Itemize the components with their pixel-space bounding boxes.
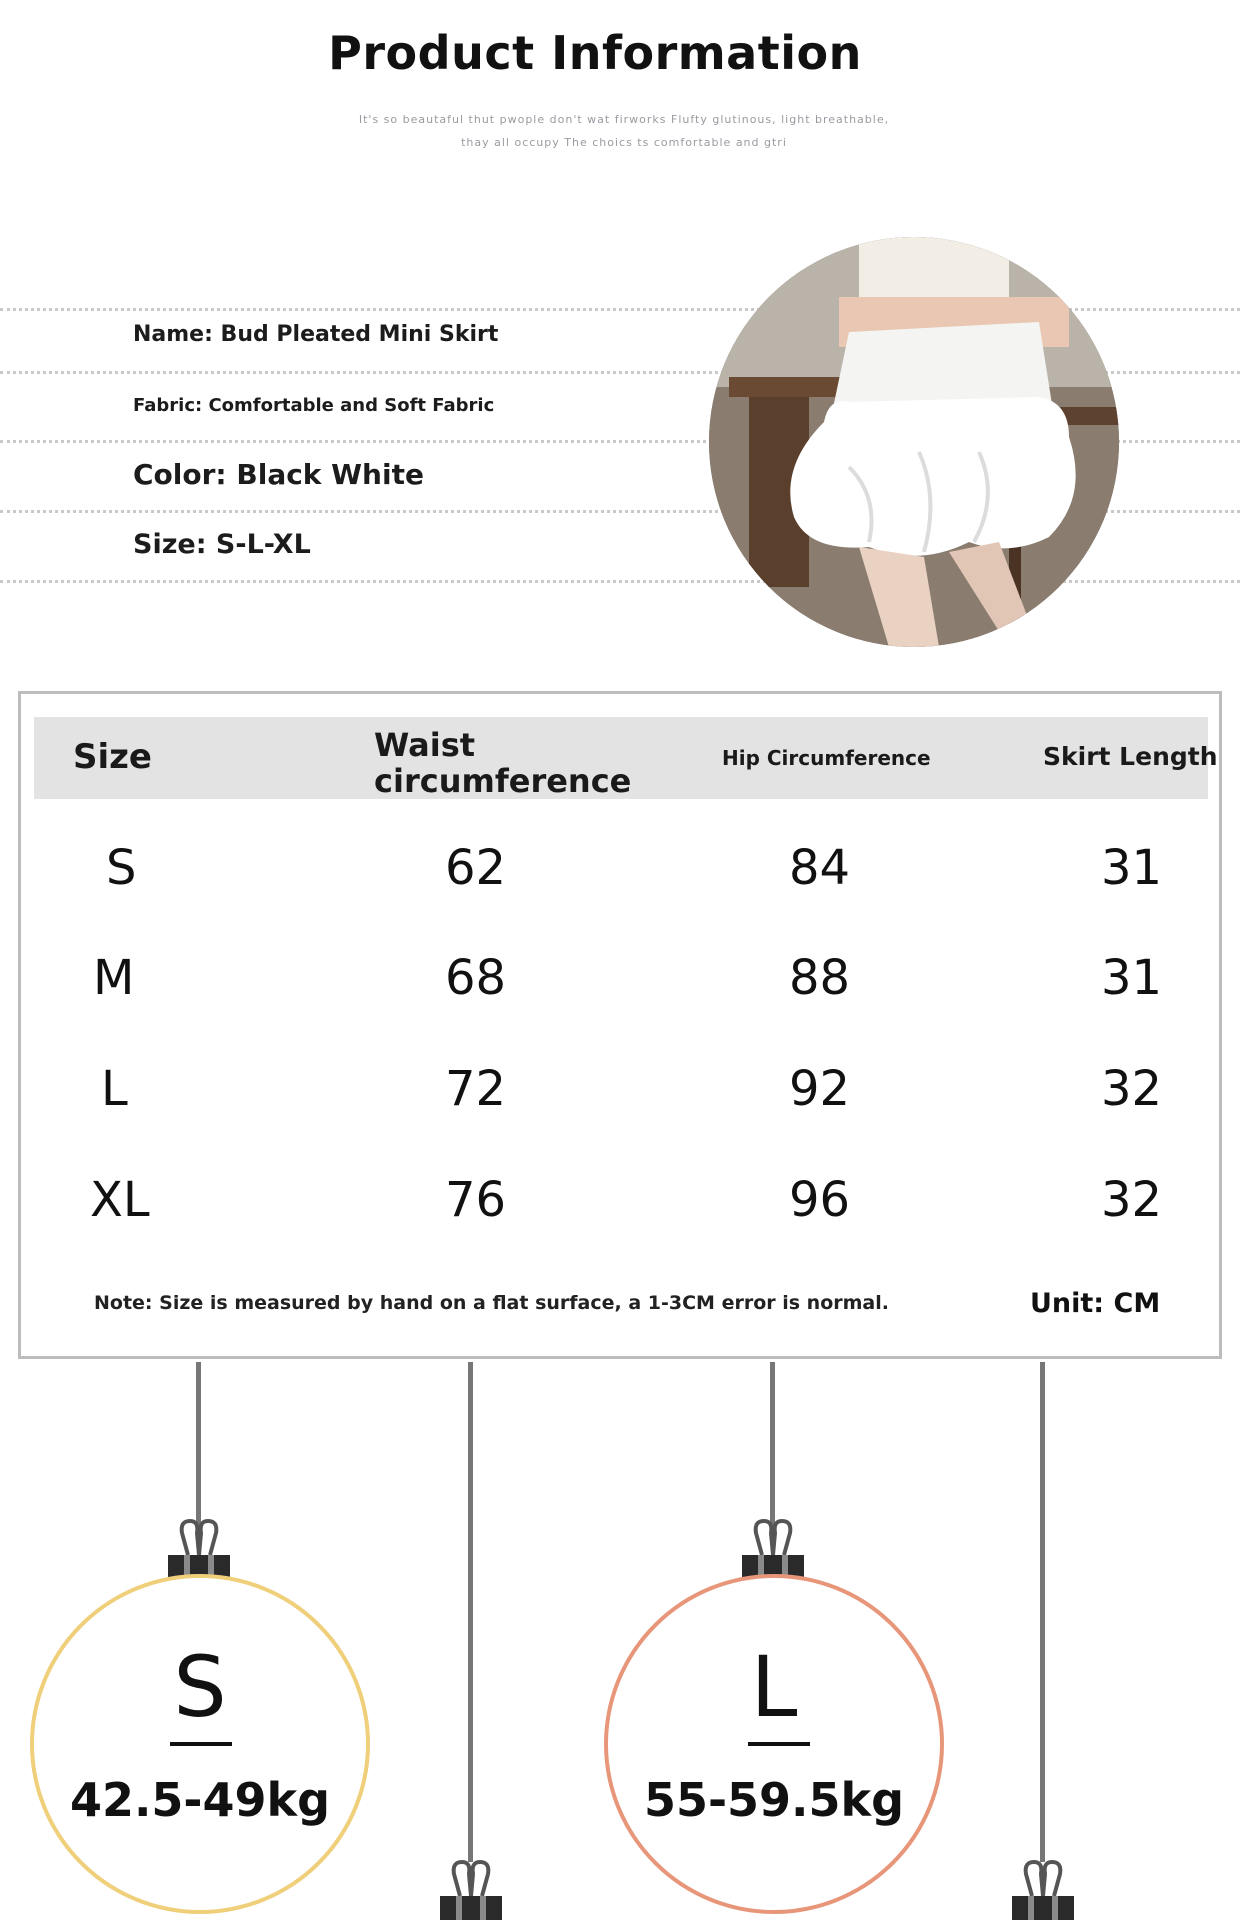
table-cell: 31: [1101, 840, 1163, 896]
product-fabric: Fabric: Comfortable and Soft Fabric: [133, 395, 495, 416]
table-cell: 72: [445, 1061, 507, 1117]
hanging-rod: [468, 1362, 473, 1862]
header-hip: Hip Circumference: [722, 746, 931, 770]
binder-clip-icon: [438, 1856, 504, 1920]
product-color: Color: Black White: [133, 458, 424, 491]
weight-tag-l: [604, 1574, 944, 1914]
table-cell: 92: [789, 1061, 851, 1117]
header-waist: Waist circumference: [374, 726, 632, 800]
hanging-rod: [1040, 1362, 1045, 1862]
tag-weight: 42.5-49kg: [69, 1773, 331, 1827]
table-cell: L: [101, 1061, 128, 1117]
header-skirt-length: Skirt Length: [1043, 742, 1218, 771]
table-cell: S: [106, 840, 137, 896]
product-name: Name: Bud Pleated Mini Skirt: [133, 322, 499, 347]
table-cell: 96: [789, 1172, 851, 1228]
table-cell: XL: [90, 1172, 150, 1228]
header-size: Size: [73, 737, 152, 777]
measurement-note: Note: Size is measured by hand on a flat surface, a 1-3CM error is normal.: [94, 1292, 889, 1314]
hanging-rod: [770, 1362, 775, 1534]
unit-label: Unit: CM: [1030, 1288, 1161, 1319]
tag-underline: [170, 1742, 232, 1746]
hanging-rod: [196, 1362, 201, 1534]
table-cell: 68: [445, 950, 507, 1006]
table-cell: 32: [1101, 1061, 1163, 1117]
binder-clip-icon: [1010, 1856, 1076, 1920]
tagline-line-2: thay all occupy The choics ts comfortable and gtri: [461, 136, 787, 149]
tagline-line-1: It's so beautaful thut pwople don't wat firworks Flufty glutinous, light breathable,: [358, 113, 890, 126]
table-cell: 31: [1101, 950, 1163, 1006]
tag-size-letter: S: [173, 1638, 227, 1736]
page-title: Product Information: [328, 26, 862, 80]
table-cell: 32: [1101, 1172, 1163, 1228]
weight-tag-s: [30, 1574, 370, 1914]
tag-weight: 55-59.5kg: [643, 1773, 905, 1827]
tag-size-letter: L: [750, 1638, 798, 1736]
product-photo: [709, 237, 1119, 647]
product-size: Size: S-L-XL: [133, 529, 311, 560]
tag-underline: [748, 1742, 810, 1746]
table-cell: 62: [445, 840, 507, 896]
table-cell: 84: [789, 840, 851, 896]
table-cell: 88: [789, 950, 851, 1006]
skirt-illustration: [709, 237, 1119, 647]
table-cell: M: [93, 950, 135, 1006]
table-cell: 76: [445, 1172, 507, 1228]
